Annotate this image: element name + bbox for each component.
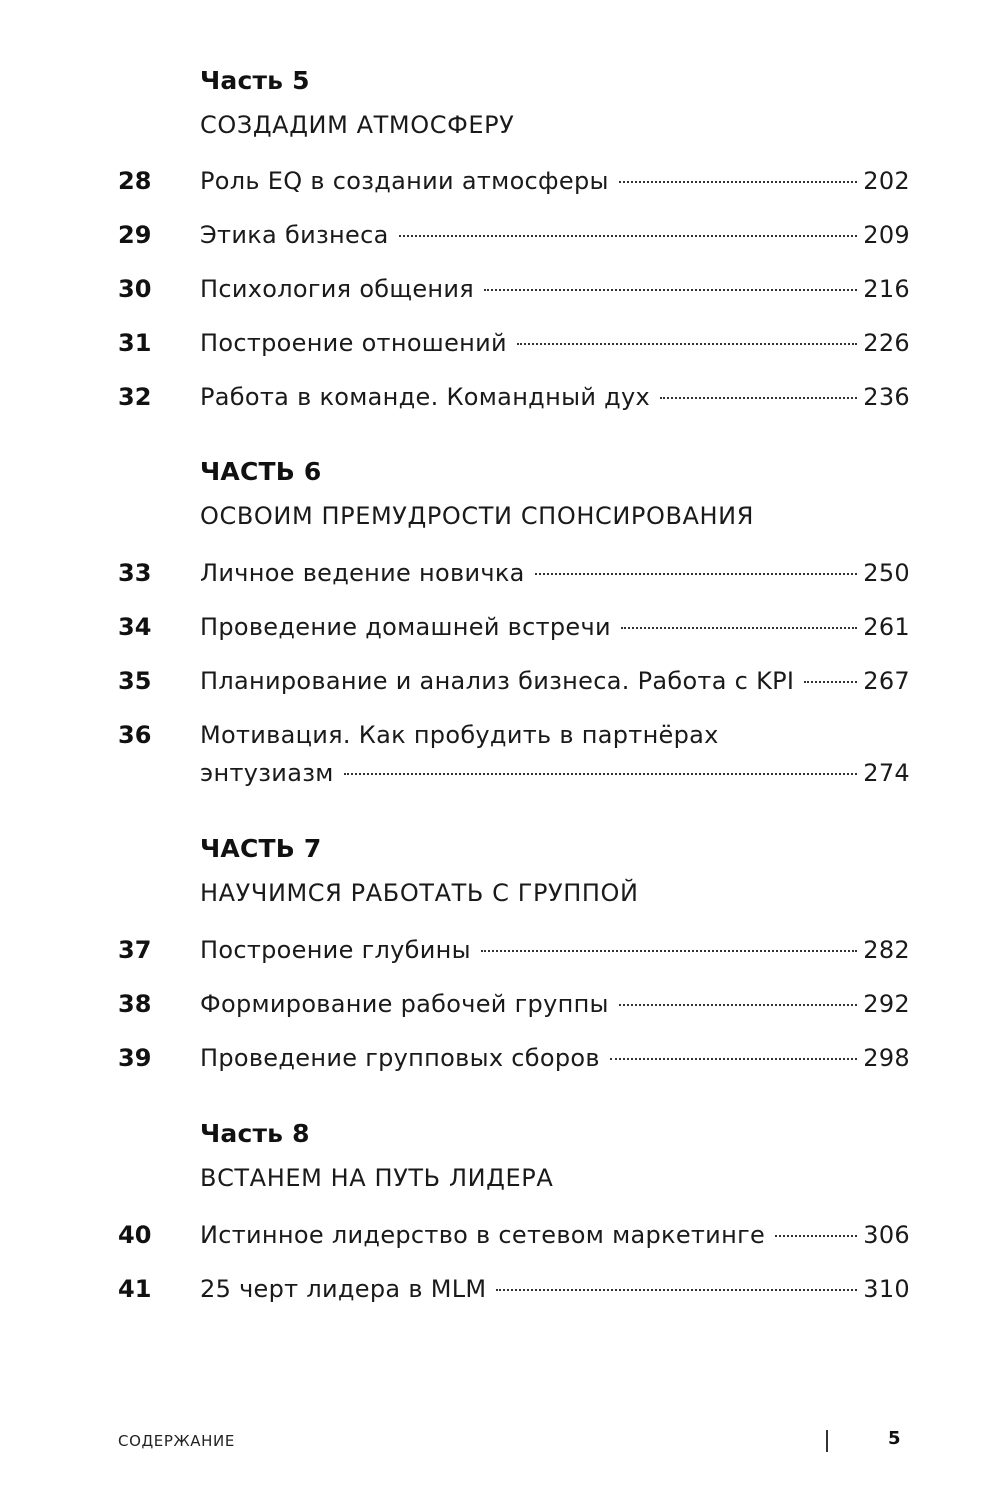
part-label: ЧАСТЬ 7 <box>200 834 322 863</box>
toc-entry[interactable] <box>118 1271 910 1307</box>
chapter-number: 30 <box>118 275 152 303</box>
chapter-number: 37 <box>118 936 152 964</box>
part-heading <box>200 457 910 531</box>
dot-leader <box>517 343 857 345</box>
page-number: 306 <box>863 1221 910 1249</box>
page-number: 202 <box>863 167 910 195</box>
part-heading <box>200 66 910 140</box>
chapter-number: 38 <box>118 990 152 1018</box>
toc-entry[interactable] <box>118 1217 910 1253</box>
part-label: Часть 8 <box>200 1119 310 1148</box>
chapter-title: Этика бизнеса <box>200 221 389 249</box>
running-footer-section: СОДЕРЖАНИЕ <box>118 1432 235 1450</box>
toc-entry[interactable] <box>118 663 910 699</box>
part-title: ВСТАНЕМ НА ПУТЬ ЛИДЕРА <box>200 1164 554 1192</box>
chapter-title: Истинное лидерство в сетевом маркетинге <box>200 1221 766 1249</box>
page-number: 292 <box>863 990 910 1018</box>
chapter-number: 40 <box>118 1221 152 1249</box>
chapter-number: 34 <box>118 613 152 641</box>
page-number: 209 <box>863 221 910 249</box>
toc-entry[interactable] <box>118 932 910 968</box>
toc-entry[interactable] <box>118 271 910 307</box>
chapter-title: 25 черт лидера в MLM <box>200 1275 487 1303</box>
chapter-title: Роль EQ в создании атмосферы <box>200 167 609 195</box>
part-title: СОЗДАДИМ АТМОСФЕРУ <box>200 111 515 139</box>
chapter-title: Формирование рабочей группы <box>200 990 609 1018</box>
toc-entry[interactable] <box>118 379 910 415</box>
chapter-title-line1: Мотивация. Как пробудить в партнёрах <box>200 721 719 749</box>
chapter-number: 28 <box>118 167 152 195</box>
dot-leader <box>610 1058 857 1060</box>
part-heading <box>200 1119 910 1193</box>
dot-leader <box>484 289 857 291</box>
page-number: 310 <box>863 1275 910 1303</box>
chapter-title: Работа в команде. Командный дух <box>200 383 651 411</box>
dot-leader <box>344 773 858 775</box>
dot-leader <box>804 681 857 683</box>
part-heading <box>200 834 910 908</box>
folio-page-number: 5 <box>888 1428 901 1449</box>
page-number: 250 <box>863 559 910 587</box>
toc-entry[interactable] <box>118 555 910 591</box>
part-label: ЧАСТЬ 6 <box>200 457 322 486</box>
toc-entry[interactable] <box>118 163 910 199</box>
dot-leader <box>775 1235 857 1237</box>
chapter-title: Проведение групповых сборов <box>200 1044 600 1072</box>
chapter-number: 33 <box>118 559 152 587</box>
page-number: 226 <box>863 329 910 357</box>
chapter-number: 31 <box>118 329 152 357</box>
toc-entry[interactable] <box>118 1040 910 1076</box>
page-number: 282 <box>863 936 910 964</box>
chapter-number: 39 <box>118 1044 152 1072</box>
dot-leader <box>481 950 857 952</box>
part-title: ОСВОИМ ПРЕМУДРОСТИ СПОНСИРОВАНИЯ <box>200 502 754 530</box>
part-label: Часть 5 <box>200 66 310 95</box>
dot-leader <box>535 573 858 575</box>
dot-leader <box>496 1289 857 1291</box>
chapter-title: Построение глубины <box>200 936 471 964</box>
toc-entry[interactable] <box>118 986 910 1022</box>
part-title: НАУЧИМСЯ РАБОТАТЬ С ГРУППОЙ <box>200 879 639 907</box>
chapter-title: Личное ведение новичка <box>200 559 525 587</box>
dot-leader <box>660 397 857 399</box>
chapter-number: 36 <box>118 721 152 749</box>
chapter-title: Построение отношений <box>200 329 507 357</box>
dot-leader <box>399 235 858 237</box>
chapter-number: 35 <box>118 667 152 695</box>
dot-leader <box>621 627 857 629</box>
page-number: 298 <box>863 1044 910 1072</box>
chapter-title: Планирование и анализ бизнеса. Работа с KPI <box>200 667 795 695</box>
chapter-title: энтузиазм <box>200 759 334 787</box>
toc-entry[interactable] <box>118 325 910 361</box>
page-number: 236 <box>863 383 910 411</box>
chapter-number: 29 <box>118 221 152 249</box>
toc-entry[interactable] <box>118 217 910 253</box>
chapter-title: Психология общения <box>200 275 475 303</box>
chapter-title: Проведение домашней встречи <box>200 613 611 641</box>
dot-leader <box>619 181 858 183</box>
toc-entry[interactable] <box>118 609 910 645</box>
chapter-number: 41 <box>118 1275 152 1303</box>
page-number: 216 <box>863 275 910 303</box>
page-number: 261 <box>863 613 910 641</box>
chapter-number: 32 <box>118 383 152 411</box>
dot-leader <box>619 1004 857 1006</box>
page-number: 274 <box>863 759 910 787</box>
page-number: 267 <box>863 667 910 695</box>
toc-entry[interactable] <box>118 717 910 797</box>
footer-divider <box>826 1430 828 1452</box>
